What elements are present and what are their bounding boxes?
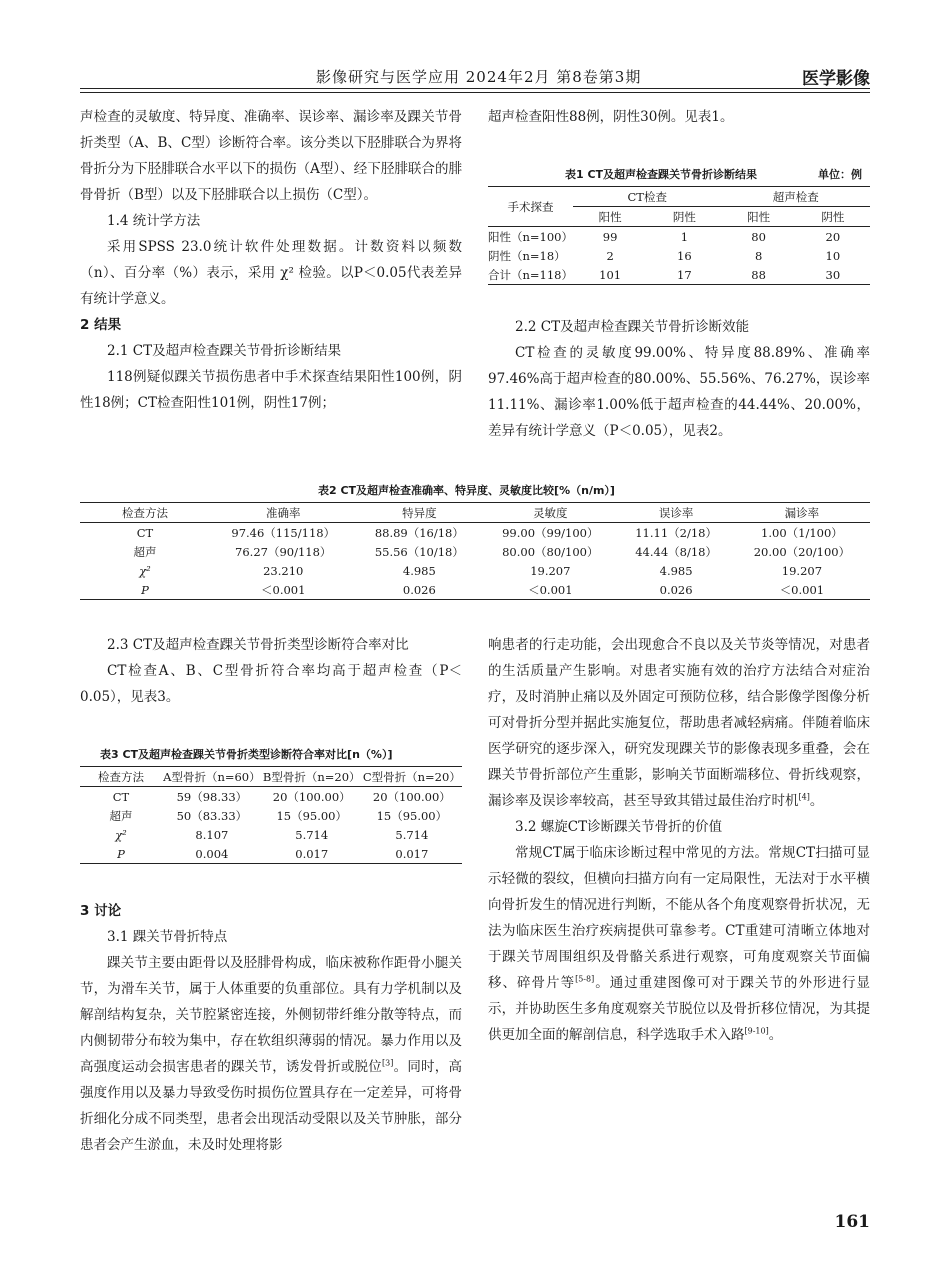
table-cell: CT (136, 525, 154, 540)
paragraph-text: 响患者的行走功能，会出现愈合不良以及关节炎等情况，对患者的生活质量产生影响。对患者实施有效的治疗方法结合对症治疗，及时消肿止痛以及外固定可预防位移，结合影像学图像分析可对骨折分型并据此实施复位，帮助患者减轻病痛。伴随着临床医学研究的逐步深入，研究发现踝关节的影像表现多重叠，会在踝关节骨折部位产生重影，影响关节面断端移位、骨折线观察，漏诊率及误诊率较高，甚至导致其错过最佳治疗时机 (488, 637, 870, 809)
table-row (80, 561, 870, 580)
header-rule (80, 88, 870, 89)
table1-group-us: 超声检查 (722, 187, 871, 207)
table1 (488, 186, 870, 285)
paragraph: 超声检查阳性88例，阴性30例。见表1。 (488, 109, 734, 125)
table-row (80, 523, 870, 543)
table3-caption: 表3 CT及超声检查踝关节骨折类型诊断符合率对比[n（%）] (100, 748, 393, 761)
table-header-cell: C型骨折（n=20） (362, 769, 461, 784)
right-column-upper (488, 104, 870, 130)
section-heading-2: 2 结果 (80, 317, 122, 333)
citation: [9-10] (744, 1026, 769, 1036)
table-cell: 5.714 (395, 827, 429, 842)
table-cell: 2 (606, 248, 614, 263)
citation: [3] (382, 1058, 394, 1068)
table-cell: 0.026 (402, 582, 436, 597)
table-header-cell: A型骨折（n=60） (163, 769, 261, 784)
table-cell: 20（100.00） (372, 789, 451, 804)
table-cell: 101 (599, 267, 622, 282)
table-header-cell: 准确率 (265, 505, 301, 520)
table-cell: 17 (677, 267, 692, 282)
table-cell: 80.00（80/100） (502, 544, 599, 559)
section-heading-3-2: 3.2 螺旋CT诊断踝关节骨折的价值 (515, 819, 723, 835)
table1-group-ct: CT检查 (573, 187, 722, 207)
table-cell: 0.004 (195, 846, 229, 861)
left-column-discussion (80, 898, 462, 1158)
section-heading-2-1: 2.1 CT及超声检查踝关节骨折诊断结果 (107, 343, 342, 359)
table-cell: 8 (754, 248, 763, 263)
table-cell: ＜0.001 (528, 582, 573, 597)
paragraph: 采用SPSS 23.0统计软件处理数据。计数资料以频数（n）、百分率（%）表示，采用 χ² 检验。以P＜0.05代表差异有统计学意义。 (80, 239, 462, 307)
table-cell: χ² (115, 827, 127, 842)
right-column-lower (488, 632, 870, 1048)
table-cell: 1.00（1/100） (761, 525, 843, 540)
table-cell: 15（95.00） (376, 808, 448, 823)
table-row (80, 787, 462, 807)
paragraph-text: 。 (809, 793, 824, 809)
table1-head-neg: 阴性 (821, 209, 845, 224)
table-row (80, 825, 462, 844)
table-cell: 0.026 (659, 582, 693, 597)
table-cell: 23.210 (263, 563, 304, 578)
table-cell: ＜0.001 (779, 582, 825, 597)
table-header-cell: 特异度 (402, 505, 437, 520)
table-cell: 20.00（20/100） (753, 544, 851, 559)
table-cell: 4.985 (659, 563, 693, 578)
table1-unit: 单位：例 (818, 168, 862, 181)
table-header-cell: 误诊率 (658, 505, 694, 520)
paragraph (488, 840, 870, 1048)
table-cell: 1 (680, 229, 689, 244)
table2 (80, 502, 870, 600)
table-header-cell: 漏诊率 (784, 505, 820, 520)
table-cell: 11.11（2/18） (635, 525, 717, 540)
table-cell: CT (112, 789, 130, 804)
table-cell: 0.017 (295, 846, 329, 861)
table-header-cell: 检查方法 (98, 769, 144, 784)
table-cell: χ² (139, 563, 151, 578)
page-header (80, 62, 870, 92)
table-cell: 16 (677, 248, 692, 263)
section-heading-1-4: 1.4 统计学方法 (107, 213, 201, 229)
table-cell: 99.00（99/100） (502, 525, 599, 540)
table-cell: 55.56（10/18） (374, 544, 464, 559)
table-cell: 80 (751, 229, 766, 244)
table-cell: 10 (825, 248, 841, 263)
table2-caption: 表2 CT及超声检查准确率、特异度、灵敏度比较[%（n/m）] (318, 484, 615, 497)
table-header-cell: 灵敏度 (533, 505, 568, 520)
paragraph-text: 。通过重建图像可对于踝关节的外形进行显示，并协助医生多角度观察关节脱位以及骨折移位情况，为其提供更加全面的解剖信息，科学选取手术入路 (488, 975, 871, 1043)
table-row (80, 580, 870, 600)
table-row (488, 265, 870, 285)
header-rule-thin (80, 92, 870, 93)
table-cell: 15（95.00） (276, 808, 347, 823)
table-cell: 30 (825, 267, 841, 282)
table-cell: P (141, 582, 149, 597)
paragraph-text: 。 (768, 1027, 783, 1043)
section-heading-2-3: 2.3 CT及超声检查踝关节骨折类型诊断符合率对比 (107, 637, 409, 653)
table-cell: 19.207 (781, 563, 823, 578)
table-cell: 4.985 (402, 563, 436, 578)
journal-title: 影像研究与医学应用 2024年2月 第8卷第3期 (316, 68, 642, 86)
table3 (80, 766, 462, 864)
left-column-lower (80, 632, 462, 710)
table-cell: 44.44（8/18） (635, 544, 717, 559)
table1-head-neg: 阴性 (672, 209, 696, 224)
table-header-cell: B型骨折（n=20） (262, 769, 361, 784)
table-cell: 59（98.33） (176, 789, 248, 804)
table-cell: 超声 (133, 544, 157, 559)
table-row (80, 844, 462, 864)
table-cell: 88.89（16/18） (374, 525, 464, 540)
table1-caption: 表1 CT及超声检查踝关节骨折诊断结果 (565, 168, 758, 181)
table-cell: 99 (602, 229, 618, 244)
section-heading-3: 3 讨论 (80, 903, 122, 919)
table-cell: 20 (825, 229, 841, 244)
paragraph (80, 950, 462, 1158)
section-heading-2-2: 2.2 CT及超声检查踝关节骨折诊断效能 (515, 319, 750, 335)
paragraph: CT检查的灵敏度99.00%、特异度88.89%、准确率97.46%高于超声检查的80.00%、55.56%、76.27%，误诊率11.11%、漏诊率1.00%低于超声检查的44.44%、20.00%，差异有统计学意义（P＜0.05），见表2。 (488, 345, 870, 439)
table-cell: 超声 (109, 808, 133, 823)
table-cell: 阴性（n=18） (488, 248, 566, 263)
table-cell: 76.27（90/118） (235, 544, 332, 559)
paragraph-text: 。同时，高强度作用以及暴力导致受伤时损伤位置具存在一定差异，可将骨折细化分成不同类型，患者会出现活动受限以及关节肿胀，部分患者会产生淤血，未及时处理将影 (80, 1059, 462, 1153)
table-cell: 合计（n=118） (488, 267, 573, 282)
table-cell: 0.017 (395, 846, 429, 861)
table-cell: 8.107 (195, 827, 229, 842)
table-cell: 19.207 (530, 563, 571, 578)
paragraph: CT检查A、B、C型骨折符合率均高于超声检查（P＜0.05），见表3。 (80, 663, 462, 705)
table-cell: 阳性（n=100） (488, 229, 573, 244)
right-column-results (488, 314, 870, 444)
paragraph: 118例疑似踝关节损伤患者中手术探查结果阳性100例，阴性18例；CT检查阳性101例，阴性17例； (80, 369, 462, 411)
section-heading-3-1: 3.1 踝关节骨折特点 (107, 929, 228, 945)
table-cell: P (117, 846, 125, 861)
table-row (80, 806, 462, 825)
citation: [4] (798, 792, 810, 802)
table-cell: ＜0.001 (261, 582, 306, 597)
paragraph-text: 踝关节主要由距骨以及胫腓骨构成，临床被称作距骨小腿关节，为滑车关节，属于人体重要的负重部位。具有力学机制以及解剖结构复杂，关节腔紧密连接，外侧韧带纤维分散等特点，而内侧韧带分布较为集中，存在软组织薄弱的情况。暴力作用以及高强度运动会损害患者的踝关节，诱发骨折或脱位 (80, 955, 462, 1075)
table-row (488, 246, 870, 265)
page-number: 161 (834, 1212, 870, 1232)
citation: [5-8] (575, 974, 595, 984)
paragraph (488, 632, 870, 814)
table-cell: 97.46（115/118） (231, 525, 336, 540)
table-cell: 50（83.33） (176, 808, 248, 823)
table-row (488, 227, 870, 247)
left-column-upper (80, 104, 462, 416)
table-cell: 88 (751, 267, 766, 282)
table-header-cell: 检查方法 (122, 505, 168, 520)
table-cell: 20（100.00） (272, 789, 351, 804)
table-row (80, 542, 870, 561)
table1-head-pos: 阳性 (598, 209, 622, 224)
section-name: 医学影像 (802, 69, 870, 89)
table-cell: 5.714 (295, 827, 329, 842)
paragraph-text: 常规CT属于临床诊断过程中常见的方法。常规CT扫描可显示轻微的裂纹，但横向扫描方向有一定局限性，无法对于水平横向骨折发生的情况进行判断，不能从各个角度观察骨折状况，无法为临床医生治疗疾病提供可靠参考。CT重建可清晰立体地对于踝关节周围组织及骨骼关系进行观察，可角度观察关节面偏移、碎骨片等 (488, 845, 870, 991)
table1-head-col: 手术探查 (488, 187, 573, 227)
paragraph: 声检查的灵敏度、特异度、准确率、误诊率、漏诊率及踝关节骨折类型（A、B、C型）诊断符合率。该分类以下胫腓联合为界将骨折分为下胫腓联合水平以下的损伤（A型）、经下胫腓联合的腓骨骨折（B型）以及下胫腓联合以上损伤（C型）。 (80, 109, 462, 203)
table1-head-pos: 阳性 (747, 209, 771, 224)
